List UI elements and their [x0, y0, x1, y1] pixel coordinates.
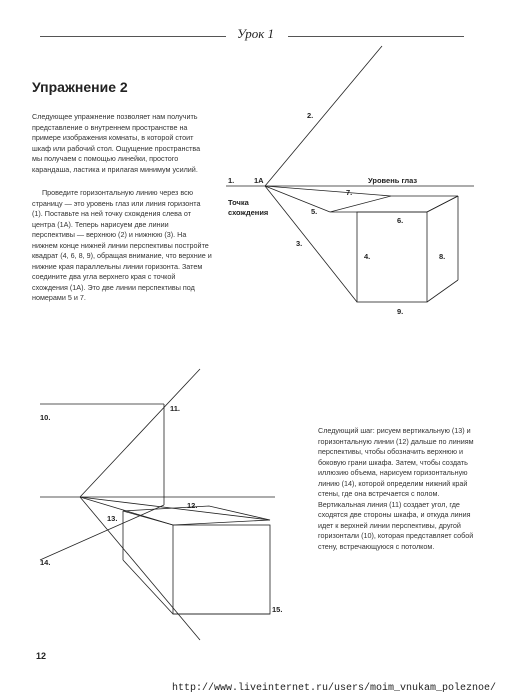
lower-perspective-line-3: [265, 186, 357, 302]
page-number: 12: [36, 651, 47, 661]
label-7: 7.: [346, 188, 353, 197]
cabinet2-front-face: [173, 525, 270, 614]
label-vanishing-point-line1: Точка: [228, 198, 249, 207]
footer-url[interactable]: http://www.liveinternet.ru/users/moim_vnukam_poleznoe/: [172, 683, 497, 694]
perspective-line-7: [265, 186, 391, 196]
intro-paragraph: Следующее упражнение позволяет нам получить представление о внутреннем пространстве на примере изображения комнаты, в которой стоит шкаф или рабочий стол. Ощущение пространства мы получаем с помощью линейки, простого карандаша, ластика и прилагая минимум усилий.: [32, 112, 201, 174]
label-1: 1.: [228, 176, 235, 185]
label-3: 3.: [296, 239, 303, 248]
floor-perspective-line: [80, 497, 200, 640]
label-13: 13.: [107, 514, 118, 523]
label-8: 8.: [439, 252, 446, 261]
label-1a: 1A: [254, 176, 264, 185]
next-step-paragraph: Следующий шаг: рисуем вертикальную (13) и горизонтальную линии (12) дальше по линиям перспективы, чтобы обозначить верхнюю и боковую грани шкафа. Затем, чтобы создать иллюзию объема, нарисуем горизонтальную линию (14), которой определим нижний край стены, где она встречается с полом. Вертикальная линия (11) создает угол, где сходятся две стороны шкафа, и откуда линия идет к верхней линии перспективы, другой горизонтали (10), которая представляет собой стену, встречающуюся с потолком.: [318, 426, 474, 551]
label-vanishing-point-line2: схождения: [228, 208, 269, 217]
label-2: 2.: [307, 111, 314, 120]
floor-line-14: [40, 505, 164, 560]
cabinet-edge-bottom: [427, 280, 458, 302]
instructions-paragraph: Проведите горизонтальную линию через всю страницу — это уровень глаз или линия горизонта (1). Поставьте на ней точку схождения слева от центра (1А). Теперь нарисуем две линии перспективы — верхнюю (2) и нижнюю (3). На нижнем конце нижней линии перспективы постройте квадрат (4, 6, 8, 9), обращая внимание, что верхние и нижние края параллельны линии горизонта. Затем соедините два угла верхнего края с точкой схождения (1А). Это две линии перспективы под номерами 5 и 7.: [32, 188, 212, 302]
perspective-line-5: [265, 186, 330, 212]
diagram-1-labels: [228, 111, 445, 316]
label-11: 11.: [170, 404, 181, 413]
lesson-title: Урок 1: [232, 26, 279, 42]
label-12: 12.: [187, 501, 198, 510]
label-10: 10.: [40, 413, 51, 422]
cabinet-edge-6: [427, 196, 458, 212]
exercise-title: Упражнение 2: [32, 79, 128, 95]
label-15: 15.: [272, 605, 283, 614]
diagram-2: [40, 369, 275, 640]
cabinet2-bottom-side: [123, 560, 173, 614]
label-14: 14.: [40, 558, 51, 567]
cabinet-top-face: [330, 196, 458, 212]
label-5: 5.: [311, 207, 318, 216]
label-4: 4.: [364, 252, 371, 261]
diagram-1: [226, 46, 474, 302]
label-9: 9.: [397, 307, 404, 316]
cabinet-side-face: [330, 212, 357, 302]
label-6: 6.: [397, 216, 404, 225]
upper-perspective-line-2: [265, 46, 382, 186]
upper-perspective-line: [80, 369, 200, 497]
label-eye-level: Уровень глаз: [368, 176, 418, 185]
